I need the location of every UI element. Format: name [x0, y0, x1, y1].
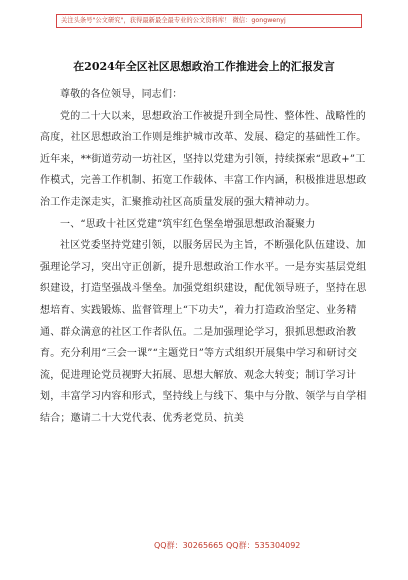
document-body	[40, 84, 370, 430]
section-heading-1: 一、“思政十社区党建”筑牢红色堡垒增强思想政治凝聚力	[60, 218, 316, 230]
salutation: 尊敬的各位领导，同志们：	[60, 89, 183, 100]
paragraph-section-1: 社区党委坚持党建引领，以服务居民为主旨，不断强化队伍建设、加强理论学习，突出守正创新，提升思想政治工作水平。一是夯实基层党组织建设，打造坚强战斗堡垒。加强党组织建设，配优领导班子，坚持在思想培育、实践锻炼、监督管理上“下功夫”，着力打造政治坚定、业务精通、群众满意的社区工作者队伍。二是加强理论学习，狠抓思想政治教育。充分利用“三会一课”“主题党日”等方式组织开展集中学习和研讨交流，促进理论党员视野大拓展、思想大解放、观念大转变；制订学习计划，丰富学习内容和形式，坚持线上与线下、集中与分散、领学与自学相结合；邀请二十大党代表、优秀老党员、抗美	[40, 240, 367, 424]
document-title: 在2024年全区社区思想政治工作推进会上的汇报发言	[73, 60, 335, 73]
footer-contacts	[0, 540, 408, 556]
footer-qq-group-1: QQ群：30265665	[154, 541, 224, 550]
promo-header-note: 关注头条号"公文研究"，获得最新最全最专业的公文资料库！ 微信：gongwenyj	[56, 14, 362, 28]
footer-qq-group-2: QQ群：535304092	[226, 541, 301, 550]
paragraph-intro: 党的二十大以来，思想政治工作被提升到全局性、整体性、战略性的高度，社区思想政治工作则是维护城市改革、发展、稳定的基础性工作。近年来，**街道劳动一坊社区，坚持以党建为引领，持续探索“思政+”工作模式，完善工作机制、拓宽工作载体、丰富工作内涵，积极推进思想政治工作走深走实，汇聚推动社区高质量发展的强大精神动力。	[40, 110, 367, 208]
